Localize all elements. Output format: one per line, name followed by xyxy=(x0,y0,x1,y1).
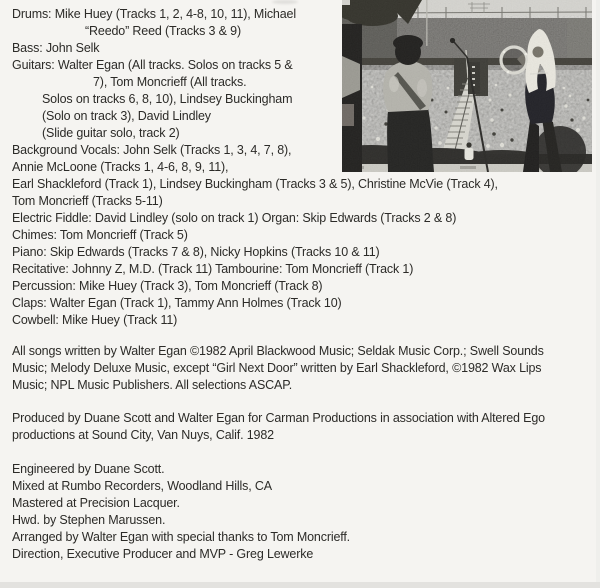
text-line: Hwd. by Stephen Marussen. xyxy=(12,513,166,527)
text-line: Mastered at Precision Lacquer. xyxy=(12,496,180,510)
text-line: productions at Sound City, Van Nuys, Calif. 1982 xyxy=(12,428,274,442)
text-line: Claps: Walter Egan (Track 1), Tammy Ann Holmes (Track 10) xyxy=(12,296,342,310)
publishing-note xyxy=(12,343,596,394)
text-line: Produced by Duane Scott and Walter Egan for Carman Productions in association with Altered Ego xyxy=(12,411,545,425)
text-line: Electric Fiddle: David Lindley (solo on track 1) Organ: Skip Edwards (Tracks 2 & 8) xyxy=(12,211,457,225)
page-bottom-edge xyxy=(0,582,600,588)
text-line: Engineered by Duane Scott. xyxy=(12,462,165,476)
text-line: 7), Tom Moncrieff (All tracks. xyxy=(93,75,247,89)
liner-notes-text xyxy=(12,6,596,563)
text-line: All songs written by Walter Egan ©1982 April Blackwood Music; Seldak Music Corp.; Swell Sounds xyxy=(12,344,544,358)
text-line: Bass: John Selk xyxy=(12,41,100,55)
text-line: Chimes: Tom Moncrieff (Track 5) xyxy=(12,228,188,242)
text-line: (Slide guitar solo, track 2) xyxy=(42,126,180,140)
credits-list xyxy=(12,6,596,329)
text-line: Tom Moncrieff (Tracks 5-11) xyxy=(12,194,163,208)
text-line: Percussion: Mike Huey (Track 3), Tom Moncrieff (Track 8) xyxy=(12,279,323,293)
text-line: Recitative: Johnny Z, M.D. (Track 11) Tambourine: Tom Moncrieff (Track 1) xyxy=(12,262,414,276)
production-note xyxy=(12,410,596,444)
text-line: Drums: Mike Huey (Tracks 1, 2, 4-8, 10, 11), Michael xyxy=(12,7,296,21)
text-line: (Solo on track 3), David Lindley xyxy=(42,109,211,123)
text-line: Mixed at Rumbo Recorders, Woodland Hills, CA xyxy=(12,479,272,493)
scan-smudge xyxy=(272,0,298,4)
text-line: Solos on tracks 6, 8, 10), Lindsey Buckingham xyxy=(42,92,293,106)
text-line: Annie McLoone (Tracks 1, 4-6, 8, 9, 11), xyxy=(12,160,229,174)
personnel-credits xyxy=(12,461,596,563)
text-line: Music; NPL Music Publishers. All selections ASCAP. xyxy=(12,378,293,392)
text-line: Piano: Skip Edwards (Tracks 7 & 8), Nicky Hopkins (Tracks 10 & 11) xyxy=(12,245,380,259)
text-line: Arranged by Walter Egan with special thanks to Tom Moncrieff. xyxy=(12,530,351,544)
text-line: “Reedo” Reed (Tracks 3 & 9) xyxy=(85,24,241,38)
text-line: Background Vocals: John Selk (Tracks 1, 3, 4, 7, 8), xyxy=(12,143,292,157)
text-line: Direction, Executive Producer and MVP - Greg Lewerke xyxy=(12,547,314,561)
text-line: Guitars: Walter Egan (All tracks. Solos on tracks 5 & xyxy=(12,58,293,72)
text-line: Cowbell: Mike Huey (Track 11) xyxy=(12,313,178,327)
text-line: Earl Shackleford (Track 1), Lindsey Buckingham (Tracks 3 & 5), Christine McVie (Track 4), xyxy=(12,177,498,191)
text-line: Music; Melody Deluxe Music, except “Girl Next Door” written by Earl Shackleford, ©1982 Wax Lips xyxy=(12,361,542,375)
page-right-edge xyxy=(596,0,600,588)
